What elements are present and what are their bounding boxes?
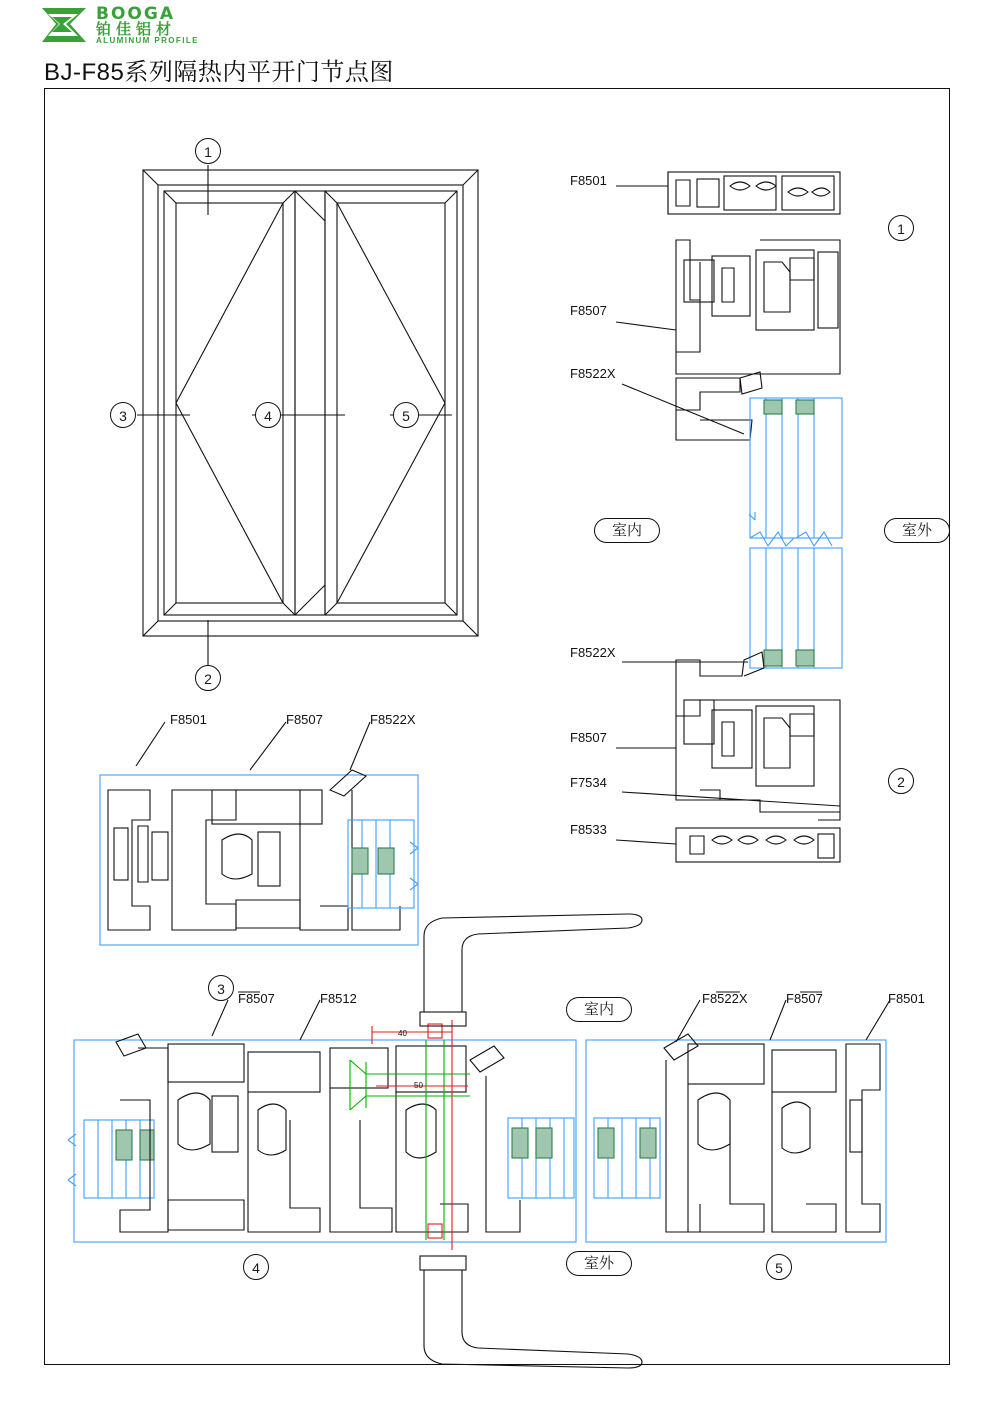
label-f8501-top: F8501 xyxy=(570,173,607,188)
dimension-40: 40 xyxy=(398,1029,407,1038)
section-callout-1: 1 xyxy=(888,215,914,241)
elevation-callout-5: 5 xyxy=(393,402,419,428)
label-f7534: F7534 xyxy=(570,775,607,790)
indoor-pill-right: 室内 xyxy=(594,518,660,543)
logo-chinese-name: 铂佳铝材 xyxy=(96,21,177,38)
label-b-f8507-left: F8507 xyxy=(238,991,275,1006)
label-b-f8501-right: F8501 xyxy=(888,991,925,1006)
label-s3-f8522x: F8522X xyxy=(370,712,416,727)
brand-logo xyxy=(40,4,230,48)
label-f8533: F8533 xyxy=(570,822,607,837)
label-f8522x-bottom: F8522X xyxy=(570,645,616,660)
label-f8507-bottom: F8507 xyxy=(570,730,607,745)
label-f8522x-top: F8522X xyxy=(570,366,616,381)
outdoor-pill-bottom: 室外 xyxy=(566,1251,632,1276)
elevation-callout-1: 1 xyxy=(195,138,221,164)
section-callout-4: 4 xyxy=(243,1254,269,1280)
indoor-pill-bottom: 室内 xyxy=(566,997,632,1022)
page-title: BJ-F85系列隔热内平开门节点图 xyxy=(44,59,394,86)
section-callout-3: 3 xyxy=(208,975,234,1001)
logo-english-name: ALUMINUM PROFILE xyxy=(96,36,199,45)
logo-wordmark: BOOGA xyxy=(96,4,175,24)
elevation-callout-4: 4 xyxy=(255,402,281,428)
elevation-callout-3: 3 xyxy=(110,402,136,428)
label-b-f8512: F8512 xyxy=(320,991,357,1006)
label-s3-f8507: F8507 xyxy=(286,712,323,727)
elevation-callout-2: 2 xyxy=(195,665,221,691)
label-b-f8522x-right: F8522X xyxy=(702,991,748,1006)
section-callout-2: 2 xyxy=(888,768,914,794)
section-callout-5: 5 xyxy=(766,1254,792,1280)
label-s3-f8501: F8501 xyxy=(170,712,207,727)
dimension-50: 50 xyxy=(414,1081,423,1090)
label-b-f8507-right: F8507 xyxy=(786,991,823,1006)
label-f8507-top: F8507 xyxy=(570,303,607,318)
outdoor-pill-right: 室外 xyxy=(884,518,950,543)
